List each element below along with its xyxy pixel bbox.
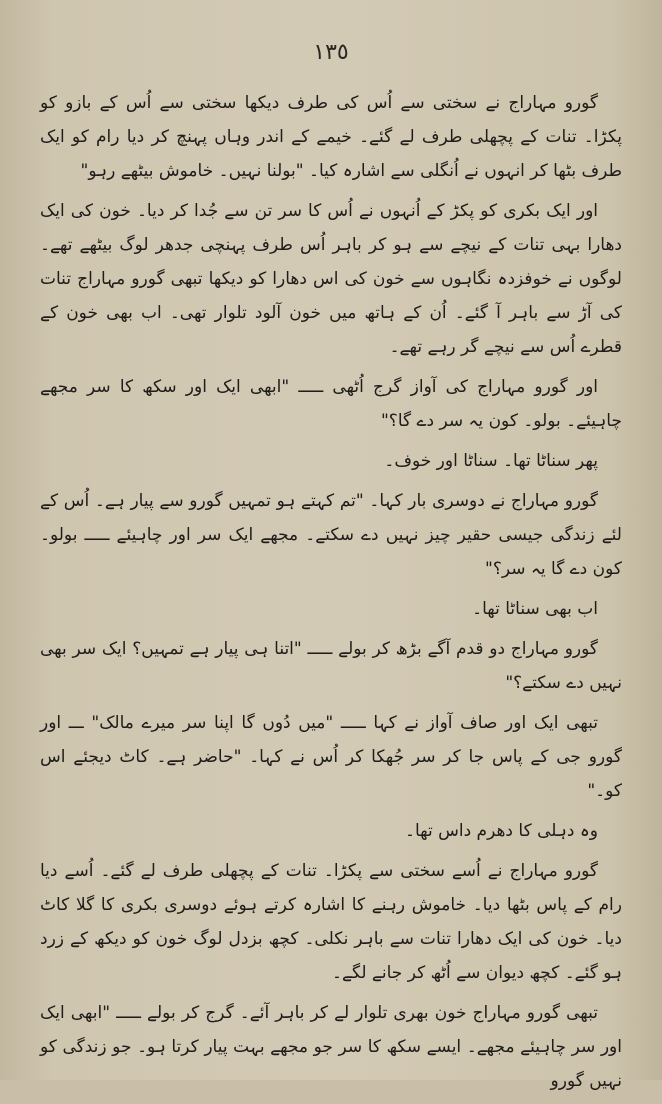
paragraph: اور گورو مہاراج کی آواز گرج اُٹھی ـــــ "ابھی ایک اور سکھ کا سر مجھے چاہیئے۔ بولو۔ کون یہ سر دے گا؟" <box>40 377 622 431</box>
page-body-text <box>40 86 622 1104</box>
paragraph: تبھی گورو مہاراج خون بھری تلوار لے کر باہر آئے۔ گرج کر بولے ـــــ "ابھی ایک اور سر چاہیئے مجھے۔ ایسے سکھ کا سر جو مجھے بہت پیار کرتا ہو۔ جو زندگی کو نہیں گورو <box>40 1003 622 1091</box>
paragraph: اب بھی سناٹا تھا۔ <box>472 599 598 619</box>
paragraph: گورو مہاراج نے دوسری بار کہا۔ "تم کہتے ہو تمہیں گورو سے پیار ہے۔ اُس کے لئے زندگی جیسی حقیر چیز نہیں دے سکتے۔ مجھے ایک سر اور چاہیئے ـــــ بولو۔ کون دے گا یہ سر؟" <box>40 491 622 579</box>
paragraph: گورو مہاراج دو قدم آگے بڑھ کر بولے ـــــ "اتنا ہی پیار ہے تمہیں؟ ایک سر بھی نہیں دے سکتے؟" <box>40 639 622 693</box>
page-number: ١٣٥ <box>313 40 349 65</box>
paragraph: تبھی ایک اور صاف آواز نے کہا ـــــ "میں دُوں گا اپنا سر میرے مالک" ـــ اور گورو جی کے پاس جا کر سر جُھکا کر اُس نے کہا۔ "حاضر ہے۔ کاٹ دیجئے اس کو۔" <box>40 713 622 801</box>
paragraph: گورو مہاراج نے اُسے سختی سے پکڑا۔ تنات کے پچھلی طرف لے گئے۔ اُسے دیا رام کے پاس بٹھا دیا۔ خاموش رہنے کا اشارہ کرتے ہوئے دوسری بکری کا گلا کاٹ دیا۔ خون کی ایک دھارا تنات سے باہر نکلی۔ کچھ بزدل لوگ خون کو دیکھ کے زرد ہو گئے۔ کچھ دیوان سے اُٹھ کر جانے لگے۔ <box>40 861 622 983</box>
paragraph: گورو مہاراج نے سختی سے اُس کی طرف دیکھا سختی سے اُس کے بازو کو پکڑا۔ تنات کے پچھلی طرف لے گئے۔ خیمے کے اندر وہاں پہنچ کر دیا رام کو ایک طرف بٹھا کر انہوں نے اُنگلی سے اشارہ کیا۔ "بولنا نہیں۔ خاموش بیٹھے رہو" <box>40 93 622 181</box>
paragraph: پھر سناٹا تھا۔ سناٹا اور خوف۔ <box>384 451 598 471</box>
paragraph: اور ایک بکری کو پکڑ کے اُنہوں نے اُس کا سر تن سے جُدا کر دیا۔ خون کی ایک دھارا بہی تنات کے نیچے سے ہو کر باہر اُس طرف پہنچی جدھر لوگ بیٹھے تھے۔ لوگوں نے خوفزدہ نگاہوں سے خون کی اس دھارا کو دیکھا تبھی گورو مہاراج تنات کی آڑ سے باہر آ گئے۔ اُن کے ہاتھ میں خون آلود تلوار تھی۔ اب بھی خون کے قطرے اُس سے نیچے گر رہے تھے۔ <box>40 201 622 357</box>
paragraph: وہ دہلی کا دھرم داس تھا۔ <box>405 821 598 841</box>
